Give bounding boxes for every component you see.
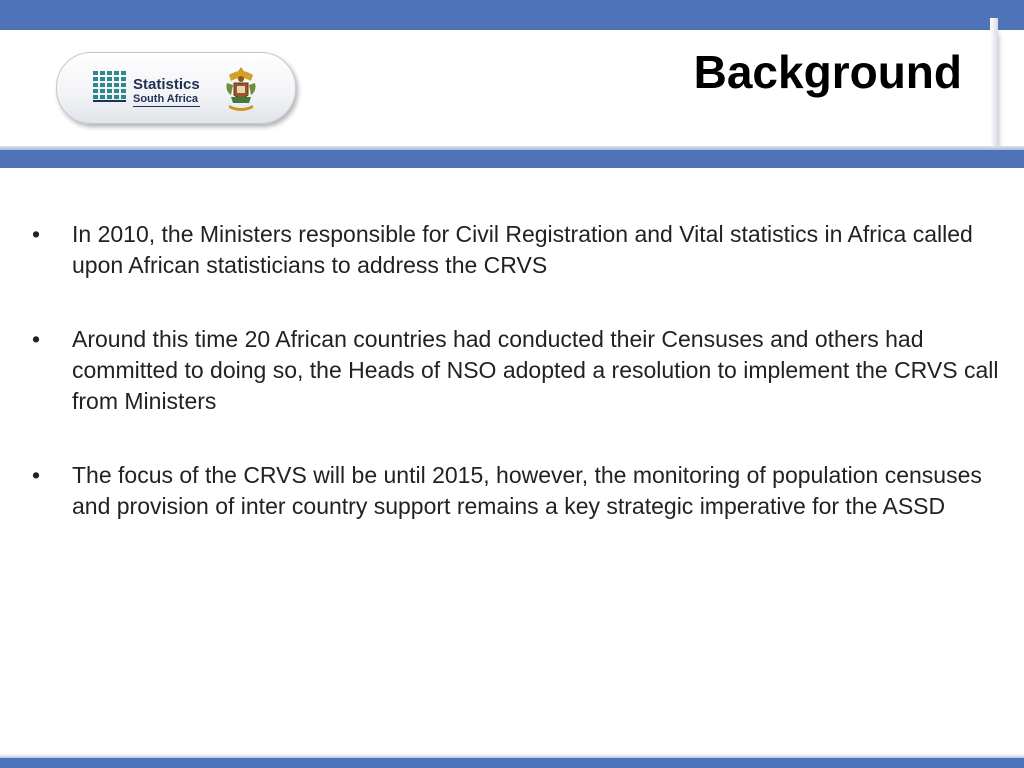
header-panel-edge — [990, 18, 998, 146]
bullet-marker: • — [32, 326, 41, 352]
bullet-marker: • — [32, 462, 41, 488]
list-item — [30, 219, 1000, 281]
list-item — [30, 460, 1000, 522]
list-item — [30, 324, 1000, 417]
coat-of-arms-icon — [223, 65, 259, 113]
organization-logo — [56, 52, 296, 124]
bullet-marker: • — [32, 221, 41, 247]
logo-wordmark — [133, 77, 200, 107]
bottom-accent-bar — [0, 758, 1024, 768]
bullet-text: In 2010, the Ministers responsible for Civil Registration and Vital statistics in Africa called upon African statisticians to address the CRVS — [72, 221, 973, 278]
bullet-list — [30, 219, 1000, 565]
logo-line-2: South Africa — [133, 93, 198, 105]
page-title: Background — [693, 46, 962, 98]
top-accent-bar — [0, 0, 1024, 30]
logo-line-1: Statistics — [133, 76, 200, 93]
header-divider-bar — [0, 150, 1024, 168]
statistics-grid-icon — [93, 71, 127, 103]
bullet-text: Around this time 20 African countries had conducted their Censuses and others had committed to doing so, the Heads of NSO adopted a resolution to implement the CRVS call from Ministers — [72, 326, 999, 414]
bullet-text: The focus of the CRVS will be until 2015, however, the monitoring of population censuses and provision of inter country support remains a key strategic imperative for the ASSD — [72, 462, 982, 519]
